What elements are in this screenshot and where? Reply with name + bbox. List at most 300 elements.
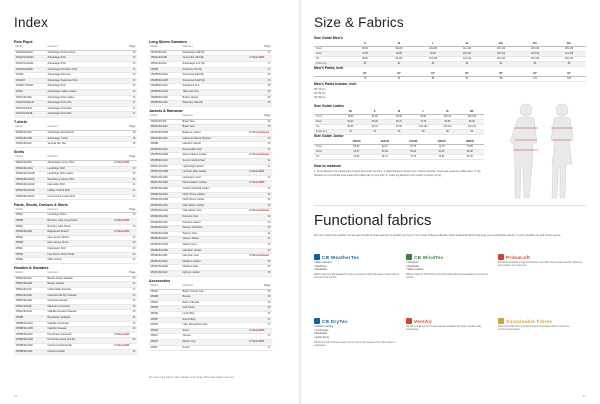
status-badge: New 2024 <box>251 328 265 332</box>
garment-cell: Pembroke Crewneck <box>46 332 112 338</box>
model-cell: 3500D/3G/A6B <box>149 198 181 204</box>
model-cell: 3500A/3G/A6B <box>149 131 181 137</box>
page-number-value: 35 <box>267 265 271 269</box>
size-cell: 124-128 <box>552 52 586 57</box>
model-cell: 154A/3V/A6AJA <box>14 101 46 107</box>
model-cell: 3500C/3G/A6D <box>149 181 181 187</box>
status-badge: New 2024 <box>251 181 265 185</box>
garment-cell: Clearwater Skirt <box>46 246 112 252</box>
index-header-cell: Page <box>112 125 137 130</box>
garment-cell: Hamilton Jacket <box>181 142 247 148</box>
fabric-description: VentAir is engineered to create natural ventilation that helps regulate body temperature. <box>406 326 482 332</box>
garment-cell: Advantage Polo <box>46 61 112 67</box>
model-cell: 3500F/3G/A6C <box>149 270 181 276</box>
garment-cell: Sports Bag <box>181 317 247 323</box>
model-cell: 4500G <box>149 323 181 329</box>
fabric-brand-name: PrimaLoft <box>506 254 531 260</box>
inseam-title: Men's Pants inseam, inch <box>314 82 357 86</box>
garment-cell: Basics Hoodie <box>46 282 112 288</box>
model-cell: 1550A/3G/A6AB <box>14 172 46 178</box>
garment-cell: Waverley Half Zip <box>181 101 247 107</box>
model-cell: 1556A/3AA4F <box>14 304 46 310</box>
garment-cell: Advantage Polo Kids <box>46 106 112 112</box>
model-cell: 154A/ZG/A6AF <box>14 67 46 73</box>
garment-cell: Mariners Crewneck <box>46 304 112 310</box>
size-cell <box>314 77 348 82</box>
size-cell: 120-124 <box>484 47 518 52</box>
garment-cell: Beach Jacket <box>181 95 247 101</box>
model-cell: 1560B/3G/A6A <box>149 73 181 79</box>
garment-cell: Advantage T-shirt <box>46 136 112 142</box>
size-header-cell: M <box>387 110 411 115</box>
model-cell: 1556A/3AA4C <box>14 288 46 294</box>
fabric-features <box>314 325 400 339</box>
table-row <box>314 155 484 160</box>
fabric-brand-name: CB WindTec <box>414 254 444 260</box>
model-cell: 1560A/3AA4B <box>149 56 181 62</box>
size-header-cell: 110/116 <box>342 140 370 145</box>
fabric-feature: • Comfortable <box>314 328 329 332</box>
size-cell: 72-78 <box>399 155 427 160</box>
page-number-value: 21 <box>132 183 136 187</box>
fabric-description: Fabrics featuring CB WeatherTec have a protective finish that makes water bead up and roll off the surface. <box>314 273 399 280</box>
size-cell: 64-68 <box>363 120 387 125</box>
table-row <box>314 77 586 82</box>
index-header-cell: Model <box>14 208 46 213</box>
model-cell: 4500F <box>149 317 181 323</box>
size-header-cell: 2XL <box>484 42 518 47</box>
model-cell: 3500E/3G/A6B <box>149 231 181 237</box>
model-cell: 3500C/3G/A6B <box>149 170 181 176</box>
page-number-value: 27 <box>267 50 271 54</box>
index-table <box>14 155 137 200</box>
status-badge: New 2024 <box>116 344 130 347</box>
size-cell: Hip <box>314 57 348 62</box>
garment-cell: Advantage Polo <box>46 84 112 90</box>
status-badge: New 2024 <box>116 161 130 165</box>
size-header-cell: 4XL <box>552 42 586 47</box>
page-number-value: 33 <box>248 209 252 213</box>
page-number-value: 28 <box>267 95 271 99</box>
index-header-cell: Garment <box>181 114 247 119</box>
size-cell: 58-62 <box>342 145 370 150</box>
fabric-brand <box>498 318 584 324</box>
model-cell: 1550A/3G/A6AF <box>14 194 46 200</box>
size-header-cell: XS <box>338 110 362 115</box>
page-number-value: 15 <box>132 61 136 65</box>
garment-cell: Carson Hoodie <box>46 349 112 355</box>
fabric-logo-icon <box>498 254 504 260</box>
garment-cell: Ambrose Full Zip <box>181 67 247 73</box>
fabric-brand <box>314 318 400 324</box>
size-header-cell: XL <box>435 110 459 115</box>
size-cell: 128-132 <box>518 47 552 52</box>
garment-cell: Milton Pants <box>46 258 112 264</box>
garment-cell: Tillamook Knit <box>181 89 247 95</box>
size-cell: 136-140 <box>552 57 586 62</box>
garment-cell: Basic Vest <box>181 119 247 125</box>
index-table <box>149 284 272 351</box>
size-guide-men-table <box>314 42 586 67</box>
garment-cell: Madison Jacket <box>181 259 247 265</box>
size-cell: 54-57 <box>342 150 370 155</box>
garment-cell: Weston Softshell <box>181 226 247 232</box>
size-cell: 106-110 <box>435 125 459 130</box>
page-number-value: 18 <box>132 136 136 140</box>
page-number-value: 22 <box>132 224 136 228</box>
size-cell: 76 <box>363 130 387 135</box>
garment-cell: Winter Cap <box>181 340 247 346</box>
index-header-cell: Model <box>14 271 46 276</box>
garment-cell: Alpine Fleece Jacket <box>181 153 247 159</box>
page-number-value: 20 <box>132 172 136 176</box>
garment-cell: Townsend Half Zip <box>181 73 247 79</box>
model-cell: 1550A/3AA5A <box>14 161 46 167</box>
size-cell: 136-140 <box>552 47 586 52</box>
fabric-brand-name: CB WeatherTec <box>322 254 360 260</box>
index-header-cell: Garment <box>46 208 112 213</box>
size-cell: 92-96 <box>411 115 435 120</box>
garment-cell: Gilmore Jacket <box>181 270 247 276</box>
size-cell: 76 <box>348 77 382 82</box>
page-number-value: 37 <box>267 323 271 327</box>
model-cell: 154ADX <box>14 78 46 84</box>
size-header-cell: L <box>416 42 450 47</box>
garment-cell: Colonial Half Zip Sweater <box>46 293 112 299</box>
page-number-value: 21 <box>132 177 136 181</box>
garment-cell: Edgewood Stretch <box>46 230 112 236</box>
model-cell: 1545A/3AA4C <box>14 142 46 148</box>
page-number-value: 28 <box>267 78 271 82</box>
page-number-value: 28 <box>267 101 271 105</box>
model-cell: 1556A/3AA4A <box>14 276 46 282</box>
model-cell: 3500B/3G/A6B <box>149 153 181 159</box>
page-number-value: 25 <box>132 304 136 308</box>
model-cell: 154A/ZG/A6AD <box>14 56 46 62</box>
page-number-value: 33 <box>267 220 271 224</box>
garment-cell: Gloves <box>181 334 247 340</box>
garment-cell: Stonewood Half Zip <box>181 78 247 84</box>
page-number-value: 32 <box>248 181 252 185</box>
model-cell: 154AD/Y/A6AD <box>14 84 46 90</box>
page-number-value: 27 <box>267 67 271 71</box>
page-number-value: 34 <box>267 231 271 235</box>
page-number-value: 31 <box>248 153 252 157</box>
page-number-value: 36 <box>267 300 271 304</box>
garment-cell: North Shore Jacket <box>181 192 247 198</box>
garment-cell: Oakville Hooded Sweater <box>46 310 112 316</box>
page-number-right: 97 <box>582 394 586 398</box>
index-header-cell: Page <box>112 155 137 160</box>
page-number-value: 31 <box>267 147 271 151</box>
model-cell: 1554C <box>14 246 46 252</box>
garment-cell: Pembroke Hood Full Zip <box>46 338 112 344</box>
model-cell: 4500D <box>149 306 181 312</box>
table-row <box>314 62 586 67</box>
fabric-feature: • Quick drying <box>314 335 329 339</box>
model-cell: 154A/ZG/A6AE <box>14 61 46 67</box>
index-header-cell: Model <box>149 45 181 50</box>
page-number-value: 30 <box>267 119 271 123</box>
mens-pants-title: Men's Pants, inch <box>314 66 344 70</box>
model-cell: 1556A/3AA4B <box>14 282 46 288</box>
fabric-brand-name: CB DryTec <box>322 318 348 324</box>
page-number-value: 30 <box>267 142 271 146</box>
size-cell: 80-84 <box>435 120 459 125</box>
page-number-value: 30 <box>267 136 271 140</box>
index-header-cell: Model <box>14 155 46 160</box>
size-cell: 67-73 <box>399 145 427 150</box>
size-header-cell: M <box>382 42 416 47</box>
how-to-measure-title: How to measure <box>314 164 342 168</box>
size-cell: 90-94 <box>363 125 387 130</box>
garment-cell: Woodberry Denim Shirt <box>46 177 112 183</box>
size-cell: Chest <box>314 115 338 120</box>
size-cell: 62-67 <box>371 145 399 150</box>
garment-cell: Fort Pierce Short Pants <box>46 252 112 258</box>
index-header-cell: Page <box>112 271 137 276</box>
model-cell: 3500D/3G/A6F <box>149 220 181 226</box>
model-cell: 3500F/3G/A6A <box>149 259 181 265</box>
page-number-value: 32 <box>267 175 271 179</box>
model-cell: 1554A <box>14 235 46 241</box>
page-number-value: 21 <box>132 194 136 198</box>
garment-cell: Oakville Crewneck <box>46 321 112 327</box>
garment-cell: Bromley Lake Long Pants <box>46 218 112 224</box>
size-header-cell: XL <box>450 42 484 47</box>
model-cell: 3500E/3G/A6A <box>149 226 181 232</box>
size-header-cell: 146/152 <box>427 140 455 145</box>
page-number-value: 25 <box>132 316 136 320</box>
size-cell: 104-108 <box>416 47 450 52</box>
garment-cell: Sandpoint Knit <box>181 84 247 90</box>
model-cell: 1556A/3AA4G <box>14 310 46 316</box>
size-header-cell: 3XL <box>518 42 552 47</box>
size-header-cell: 40" <box>518 72 552 77</box>
model-cell: 3500D/3G/A6A <box>149 192 181 198</box>
page-number-value: 18 <box>132 142 136 146</box>
page-cell <box>112 258 137 264</box>
model-cell: 3500C/3G/A6E <box>149 187 181 193</box>
garment-cell: Oak Harbor Vest <box>181 209 247 215</box>
index-header-cell: Page <box>247 114 272 119</box>
model-cell: 1553B <box>14 218 46 224</box>
size-cell: 80 <box>387 130 411 135</box>
page-number-value: 30 <box>248 131 252 135</box>
index-header-cell: Garment <box>46 155 112 160</box>
size-header-cell: 38" <box>484 72 518 77</box>
garment-cell: Lake Wenatchee Cap <box>181 323 247 329</box>
garment-cell: Golf Towel <box>181 306 247 312</box>
size-cell: Waist <box>314 120 338 125</box>
fabric-block <box>406 318 492 333</box>
page-cell <box>247 209 272 215</box>
page-number-value: 26 <box>113 344 117 347</box>
model-cell: 4500L <box>149 345 181 351</box>
model-cell: 3500D/3G/A6E <box>149 214 181 220</box>
fabric-feature: • Windproof <box>406 261 419 265</box>
model-cell: 4500E <box>149 312 181 318</box>
size-guide-junior-table <box>314 140 484 160</box>
fabric-description: Garments made from recycled polyester and organic fibres reduce the environmental impact. <box>498 326 570 332</box>
size-cell: 86 <box>518 62 552 67</box>
model-cell: 4500J <box>149 334 181 340</box>
garment-cell: Oak Harbor Jacket <box>181 203 247 209</box>
size-cell: 112-116 <box>460 125 484 130</box>
garment-cell: Basic Vest <box>181 125 247 131</box>
fabric-features <box>314 261 400 272</box>
model-cell: 3500A/3G/A6A <box>149 125 181 131</box>
size-cell: 96-100 <box>382 47 416 52</box>
index-header-cell: Garment <box>181 45 247 50</box>
page-number-value: 23 <box>132 258 136 262</box>
model-cell: 1560B/3G/A6D <box>149 89 181 95</box>
garment-cell: La Push Rain Jacket <box>181 170 247 176</box>
garment-cell: Basics Active Sweater <box>46 276 112 282</box>
page-number-value: 24 <box>132 288 136 292</box>
status-badge: Discontinued <box>251 209 269 213</box>
size-cell: 76 <box>338 130 362 135</box>
size-header-cell: L <box>411 110 435 115</box>
page-number-value: 26 <box>132 338 136 342</box>
index-table <box>14 125 137 147</box>
fabric-description: PrimaLoft insulation is high performance microfiber that provides warmth, lightness and comfort even when wet. <box>498 262 583 268</box>
fabric-feature: • Water-resistant <box>406 268 424 272</box>
size-header-cell: 42" <box>552 72 586 77</box>
index-table <box>14 271 137 355</box>
garment-cell: Greenville Half Zip <box>181 56 247 62</box>
page-number-value: 34 <box>267 237 271 241</box>
fabric-logo-icon <box>314 254 320 260</box>
model-cell: 1560B <box>149 67 181 73</box>
model-cell: 1560B/3G/A6B <box>149 78 181 84</box>
garment-cell: Mount Adams Jacket <box>181 181 247 187</box>
right-page <box>300 0 600 404</box>
model-cell: 1544A/3AA5A <box>14 95 46 101</box>
size-cell: Waist <box>314 150 342 155</box>
garment-cell: New Jersey Dress <box>46 241 112 247</box>
garment-cell: Advantage Luxury Shirt <box>46 161 112 167</box>
size-cell: Hip <box>314 125 338 130</box>
page-number-value: 35 <box>267 259 271 263</box>
page-number-value: 24 <box>132 276 136 280</box>
page-number-value: 22 <box>113 230 117 234</box>
page-number-left: 96 <box>14 394 18 398</box>
page-number-value: 18 <box>132 131 136 135</box>
size-cell: 108-112 <box>484 52 518 57</box>
garment-cell: Landridge Shirt Ladies <box>46 172 112 178</box>
size-header-cell: S <box>363 110 387 115</box>
index-header-cell: Model <box>149 284 181 289</box>
fabric-description: Fabrics featuring CB WindTec stop wind while allowing perspiration to escape for comfort. <box>406 273 489 280</box>
size-cell: 79-85 <box>456 145 484 150</box>
size-cell: 56-59 <box>371 150 399 155</box>
how-to-measure-text: 1. Chest Measure the widest part of chest just under the arms. 2. Waist Measure around your natural waistline. Keep tape measure a little loose. 3. Hip Measure at a horizontal level around the fullest part of your hips. 4. Inside leg Measure from crotch to bottom of leg. <box>314 170 481 177</box>
fabric-brand-name: Sustainable Fibres <box>506 318 553 324</box>
size-header-cell: 122/128 <box>371 140 399 145</box>
model-cell: 1545A/3AA4B <box>14 136 46 142</box>
table-row <box>14 349 137 355</box>
size-cell: 98-102 <box>435 115 459 120</box>
page-number-value: 32 <box>267 187 271 191</box>
size-cell: 100-104 <box>411 125 435 130</box>
status-badge: New 2024 <box>251 340 265 344</box>
model-cell: 4500A <box>149 289 181 295</box>
index-table <box>149 114 272 276</box>
garment-cell: Clarence Fleece Pullover <box>181 136 247 142</box>
size-guide-junior-title: Size Guide Junior <box>314 134 344 138</box>
size-cell: Inside Leg <box>314 62 348 67</box>
model-cell: 3500E/3G/A6D <box>149 242 181 248</box>
fabric-description: CB DryTec pulls moisture away from the skin to the surface of the fabric where it evaporates. <box>314 341 396 347</box>
garment-cell: Carson Hood Full Zip <box>46 344 112 350</box>
size-cell: Chest <box>314 47 348 52</box>
garment-cell: Nameville Shirt <box>46 183 112 189</box>
model-cell: 1560B/3G/A6C <box>149 84 181 90</box>
index-header-cell: Page <box>247 284 272 289</box>
model-cell: 154A/3V/A6JB <box>14 112 46 118</box>
index-header-cell: Garment <box>46 271 112 276</box>
page-number-value: 16 <box>132 78 136 82</box>
page-number-value: 16 <box>132 73 136 77</box>
garment-cell: Bromley Lake Pants <box>46 224 112 230</box>
index-table <box>14 208 137 264</box>
page-number-value: 36 <box>267 312 271 316</box>
page-number-value: 28 <box>267 84 271 88</box>
size-guide-ladies-title: Size Guide Ladies <box>314 104 344 108</box>
model-cell: 1550A/3G/A6AD <box>14 183 46 189</box>
fabric-brand <box>406 318 492 324</box>
size-header-cell: S <box>348 42 382 47</box>
model-cell: 1556B/3G/A6E <box>14 344 46 350</box>
garment-cell: Kelowna Vest <box>181 214 247 220</box>
page-number-value: 23 <box>132 235 136 239</box>
inseam-line: 32" 81 cm <box>314 92 326 95</box>
size-cell: 80 <box>435 130 459 135</box>
garment-cell: Advantage Performance <box>46 50 112 56</box>
page-number-value: 33 <box>267 226 271 230</box>
page-cell <box>247 254 272 260</box>
page-number-value: 30 <box>267 125 271 129</box>
size-cell: 112-116 <box>450 47 484 52</box>
size-cell: 86 <box>552 62 586 67</box>
page-number-value: 35 <box>267 270 271 274</box>
inseam-list <box>314 88 326 100</box>
model-cell: 1560B/3G/A6E <box>149 95 181 101</box>
page-number-value: 27 <box>248 56 252 60</box>
garment-cell: Landridge Shirt <box>46 166 112 172</box>
size-cell: 96-100 <box>382 57 416 62</box>
status-badge: New 2024 <box>251 56 265 60</box>
table-row <box>149 270 272 276</box>
status-badge: New 2024 <box>116 218 130 222</box>
fabric-feature: • Breathable <box>314 268 328 272</box>
page-number-value: 28 <box>267 89 271 93</box>
size-cell: 120-124 <box>484 57 518 62</box>
index-header-cell: Page <box>247 45 272 50</box>
size-cell: 78-84 <box>427 155 455 160</box>
page-number-value: 36 <box>267 289 271 293</box>
page-number-value: 37 <box>267 345 271 349</box>
size-cell: 112-116 <box>450 57 484 62</box>
index-section-title: Long Sleeve Sweaters <box>149 40 187 44</box>
size-cell: 104-108 <box>416 57 450 62</box>
model-cell: 1544A <box>14 89 46 95</box>
page-number-value: 17 <box>132 112 136 116</box>
model-cell: 1545A/3AA4A <box>14 131 46 137</box>
size-cell: 62-65 <box>427 150 455 155</box>
model-cell: 1556B/3G/A6A <box>14 321 46 327</box>
